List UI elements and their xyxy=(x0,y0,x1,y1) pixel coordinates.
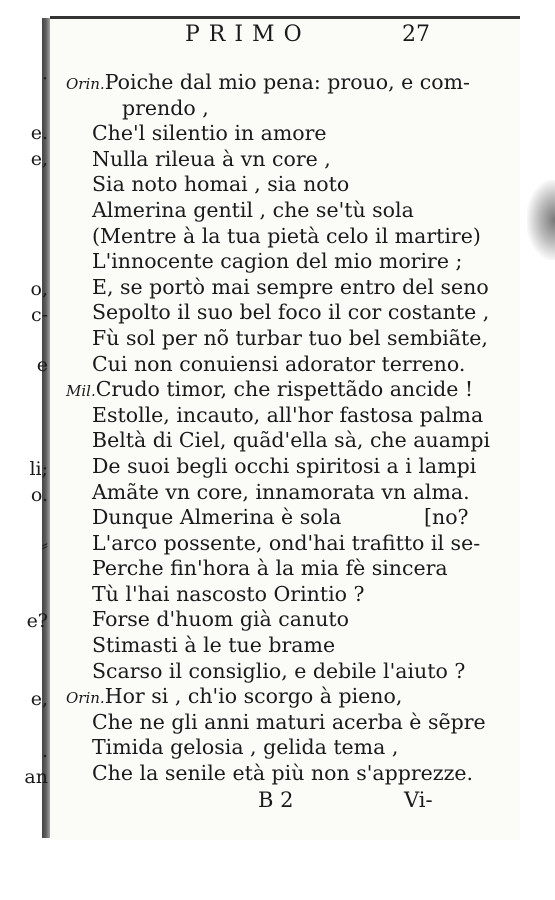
verse-text: Che la senile età più non s'apprezze. xyxy=(92,761,474,786)
bleed-fragment: an xyxy=(24,766,48,788)
verse-text: Beltà di Ciel, quãd'ella sà, che auampi xyxy=(92,428,491,453)
bleed-fragment: e, xyxy=(30,688,48,710)
verse-text: Perche fin'hora à la mia fè sincera xyxy=(92,556,448,581)
bleed-fragment: e. xyxy=(30,122,48,144)
verse-text-block xyxy=(66,70,526,787)
verse-line xyxy=(66,480,526,506)
verse-text: Crudo timor, che rispettãdo ancide ! xyxy=(95,377,474,402)
verse-text: Che ne gli anni maturi acerba è sẽpre xyxy=(92,709,486,734)
bleed-fragment: o, xyxy=(30,278,48,300)
verse-text: Sia noto homai , sia noto xyxy=(92,172,350,197)
turnover-fragment: [no? xyxy=(424,505,469,530)
verse-text: Amãte vn core, innamorata vn alma. xyxy=(92,479,470,504)
bleed-fragment: c- xyxy=(30,304,48,326)
verse-line xyxy=(66,607,526,633)
verse-line xyxy=(66,172,526,198)
verse-line xyxy=(66,249,526,275)
verse-line xyxy=(66,70,526,96)
verse-line xyxy=(66,403,526,429)
verse-text: Scarso il consiglio, e debile l'aiuto ? xyxy=(92,658,466,683)
verse-line xyxy=(66,505,526,531)
verse-text: Forse d'huom già canuto xyxy=(92,607,349,632)
verse-text: Almerina gentil , che se'tù sola xyxy=(92,197,414,222)
verse-line xyxy=(66,198,526,224)
verse-text: Tù l'hai nascosto Orintio ? xyxy=(92,581,365,606)
page-top-edge xyxy=(50,16,520,19)
verse-text: Dunque Almerina è sola xyxy=(92,505,342,530)
bleed-fragment: ⸗ xyxy=(41,534,48,556)
verse-text: L'arco possente, ond'hai trafitto il se- xyxy=(92,530,481,555)
verse-line xyxy=(66,121,526,147)
verse-line xyxy=(66,377,526,403)
verse-line xyxy=(66,659,526,685)
bleed-fragment: e xyxy=(36,354,48,376)
speaker-label: Orin. xyxy=(66,75,105,93)
verse-text: Che'l silentio in amore xyxy=(92,121,327,146)
verse-text: (Mentre à la tua pietà celo il martire) xyxy=(92,223,481,248)
verse-text: Stimasti à le tue brame xyxy=(92,633,336,658)
speaker-label: Orin. xyxy=(66,689,105,708)
signature-mark: B 2 xyxy=(258,788,294,812)
verse-line xyxy=(66,633,526,659)
verse-text: Fù sol per nõ turbar tuo bel sembiãte, xyxy=(92,325,488,350)
page-smudge xyxy=(527,180,555,260)
verse-line xyxy=(66,531,526,557)
verse-text: Timida gelosia , gelida tema , xyxy=(92,735,399,760)
verse-text: Poiche dal mio pena: prouo, e com- xyxy=(104,70,470,94)
verse-text: De suoi begli occhi spiritosi a i lampi xyxy=(92,453,477,478)
verse-line xyxy=(66,684,526,710)
bleed-fragment: · xyxy=(41,68,48,90)
previous-page-bleed xyxy=(0,0,48,900)
verse-text: Sepolto il suo bel foco il cor costante , xyxy=(92,300,490,325)
verse-line xyxy=(66,710,526,736)
verse-line xyxy=(66,326,526,352)
verse-text: Cui non conuiensi adorator terreno. xyxy=(92,351,466,376)
catchword: Vi- xyxy=(404,788,433,812)
verse-line xyxy=(66,224,526,250)
verse-text: Estolle, incauto, all'hor fastosa palma xyxy=(92,402,484,427)
bleed-fragment: li; xyxy=(29,458,48,480)
verse-line xyxy=(66,582,526,608)
page-number: 27 xyxy=(402,22,430,47)
verse-line xyxy=(66,735,526,761)
verse-line xyxy=(66,428,526,454)
verse-line xyxy=(66,300,526,326)
bleed-fragment: . xyxy=(41,740,48,762)
bleed-fragment: e, xyxy=(30,148,48,170)
verse-text: Nulla rileua à vn core , xyxy=(92,146,331,171)
verse-line xyxy=(66,147,526,173)
verse-line xyxy=(66,761,526,787)
verse-line xyxy=(66,556,526,582)
verse-text: E, se portò mai sempre entro del seno xyxy=(92,274,489,299)
verse-line xyxy=(66,275,526,301)
speaker-label: Mil. xyxy=(66,382,96,401)
verse-line xyxy=(66,352,526,378)
verse-text: Hor si , ch'io scorgo à pieno, xyxy=(104,684,403,709)
verse-text: prendo , xyxy=(122,95,209,120)
bleed-fragment: o. xyxy=(30,484,48,506)
verse-line xyxy=(66,96,526,122)
verse-line xyxy=(66,454,526,480)
running-title: PRIMO xyxy=(185,22,311,47)
verse-text: L'innocente cagion del mio morire ; xyxy=(92,249,463,274)
bleed-fragment: e? xyxy=(26,610,48,632)
